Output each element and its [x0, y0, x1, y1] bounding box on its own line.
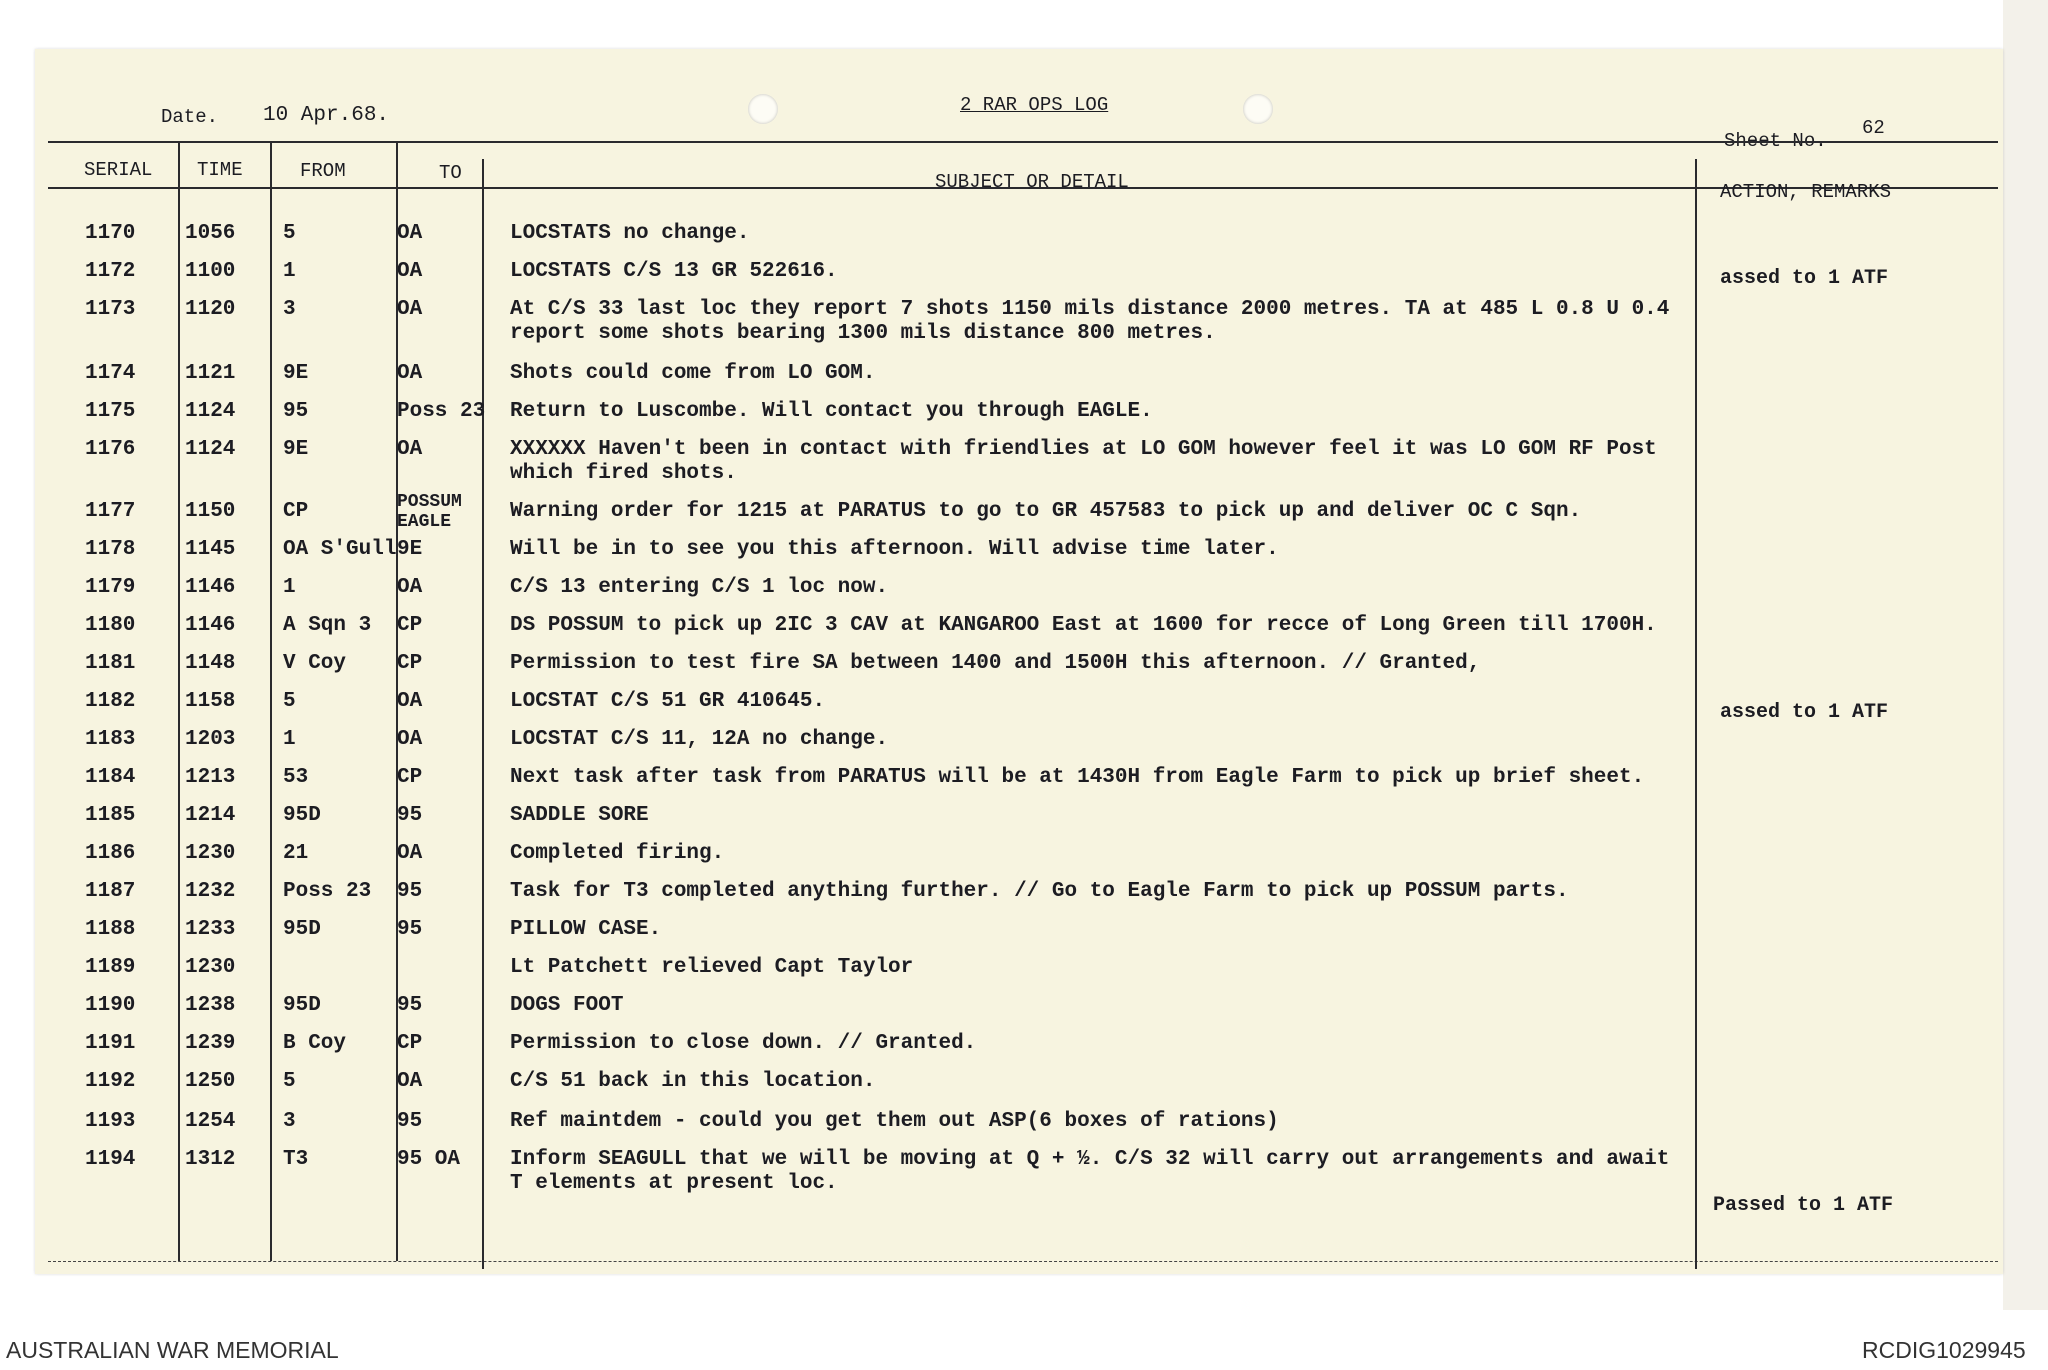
serial-cell: 1193 [85, 1110, 136, 1133]
from-cell: CP [283, 500, 309, 523]
serial-cell: 1185 [85, 804, 136, 827]
remark-passed-3: Passed to 1 ATF [1713, 1194, 1894, 1217]
detail-cell: Next task after task from PARATUS will be at 1430H from Eagle Farm to pick up brief sheet. [510, 766, 1645, 789]
to-cell: OA [397, 1070, 423, 1093]
detail-cell: Inform SEAGULL that we will be moving at Q + ½. C/S 32 will carry out arrangements and await [510, 1148, 1670, 1171]
time-cell: 1146 [185, 614, 236, 637]
serial-cell: 1192 [85, 1070, 136, 1093]
sheet-label: Sheet No. [1724, 130, 1827, 152]
time-cell: 1239 [185, 1032, 236, 1055]
from-cell: 53 [283, 766, 309, 789]
sheet-number: 62 [1862, 117, 1885, 139]
detail-cell: Task for T3 completed anything further. // Go to Eagle Farm to pick up POSSUM parts. [510, 880, 1569, 903]
detail-cell: Permission to test fire SA between 1400 and 1500H this afternoon. // Granted, [510, 652, 1481, 675]
time-cell: 1203 [185, 728, 236, 751]
time-cell: 1230 [185, 842, 236, 865]
detail-cell-line2: report some shots bearing 1300 mils distance 800 metres. [510, 322, 1216, 345]
detail-cell: C/S 51 back in this location. [510, 1070, 876, 1093]
time-cell: 1214 [185, 804, 236, 827]
serial-cell: 1189 [85, 956, 136, 979]
to-cell: CP [397, 652, 423, 675]
serial-cell: 1176 [85, 438, 136, 461]
punch-hole-left [748, 94, 778, 124]
from-cell: 9E [283, 438, 309, 461]
detail-cell: Shots could come from LO GOM. [510, 362, 876, 385]
table-top-rule [48, 141, 1998, 143]
from-cell: 1 [283, 728, 296, 751]
time-cell: 1232 [185, 880, 236, 903]
serial-cell: 1191 [85, 1032, 136, 1055]
detail-cell: LOCSTAT C/S 11, 12A no change. [510, 728, 889, 751]
from-cell: 5 [283, 1070, 296, 1093]
detail-cell: SADDLE SORE [510, 804, 649, 827]
page-title: 2 RAR OPS LOG [960, 94, 1109, 116]
to-cell: OA [397, 222, 423, 245]
col-header-serial: SERIAL [84, 159, 153, 181]
serial-cell: 1177 [85, 500, 136, 523]
table-bottom-rule [48, 1261, 1998, 1262]
to-cell: OA [397, 438, 423, 461]
serial-cell: 1179 [85, 576, 136, 599]
detail-cell: LOCSTATS C/S 13 GR 522616. [510, 260, 838, 283]
time-cell: 1250 [185, 1070, 236, 1093]
from-cell: 5 [283, 222, 296, 245]
col-header-to: TO [439, 162, 462, 184]
detail-cell: Lt Patchett relieved Capt Taylor [510, 956, 914, 979]
detail-cell-line2: which fired shots. [510, 462, 737, 485]
detail-cell: DOGS FOOT [510, 994, 624, 1017]
col-header-time: TIME [197, 159, 243, 181]
from-cell: 21 [283, 842, 309, 865]
time-cell: 1312 [185, 1148, 236, 1171]
serial-cell: 1175 [85, 400, 136, 423]
serial-cell: 1187 [85, 880, 136, 903]
to-cell: OA [397, 690, 423, 713]
serial-cell: 1173 [85, 298, 136, 321]
serial-cell: 1174 [85, 362, 136, 385]
time-cell: 1120 [185, 298, 236, 321]
serial-cell: 1170 [85, 222, 136, 245]
from-cell: 3 [283, 1110, 296, 1133]
from-cell: 95D [283, 918, 321, 941]
detail-cell: C/S 13 entering C/S 1 loc now. [510, 576, 889, 599]
serial-cell: 1172 [85, 260, 136, 283]
from-cell: OA S'Gull [283, 538, 397, 561]
detail-cell: Return to Luscombe. Will contact you through EAGLE. [510, 400, 1153, 423]
from-cell: A Sqn 3 [283, 614, 372, 637]
detail-cell: DS POSSUM to pick up 2IC 3 CAV at KANGAROO East at 1600 for recce of Long Green till 1700H. [510, 614, 1657, 637]
time-cell: 1254 [185, 1110, 236, 1133]
detail-cell: PILLOW CASE. [510, 918, 662, 941]
serial-cell: 1188 [85, 918, 136, 941]
to-cell: Poss 23 [397, 400, 486, 423]
serial-cell: 1181 [85, 652, 136, 675]
col-header-action: ACTION, REMARKS [1720, 181, 1892, 203]
from-cell: 1 [283, 576, 296, 599]
time-cell: 1146 [185, 576, 236, 599]
from-cell: 95D [283, 804, 321, 827]
serial-cell: 1186 [85, 842, 136, 865]
from-cell: V Coy [283, 652, 347, 675]
to-cell: OA [397, 576, 423, 599]
punch-hole-right [1243, 94, 1273, 124]
to-cell: 95 [397, 804, 423, 827]
to-cell: CP [397, 766, 423, 789]
time-cell: 1230 [185, 956, 236, 979]
time-cell: 1121 [185, 362, 236, 385]
to-cell: OA [397, 298, 423, 321]
to-cell: 95 [397, 1110, 423, 1133]
from-cell: B Coy [283, 1032, 347, 1055]
to-cell-line2: EAGLE [397, 512, 452, 532]
detail-cell: Will be in to see you this afternoon. Will advise time later. [510, 538, 1279, 561]
footer-record-id: RCDIG1029945 [1862, 1337, 2026, 1363]
to-cell: 95 [397, 918, 423, 941]
to-cell: 95 OA [397, 1148, 461, 1171]
time-cell: 1124 [185, 438, 236, 461]
to-cell: 95 [397, 880, 423, 903]
date-value: 10 Apr.68. [263, 104, 390, 127]
scan-right-edge [2003, 0, 2048, 1310]
to-cell: CP [397, 1032, 423, 1055]
from-cell: 3 [283, 298, 296, 321]
detail-cell: LOCSTATS no change. [510, 222, 750, 245]
col-divider-to [482, 159, 484, 1269]
time-cell: 1145 [185, 538, 236, 561]
to-cell: CP [397, 614, 423, 637]
time-cell: 1124 [185, 400, 236, 423]
detail-cell: At C/S 33 last loc they report 7 shots 1150 mils distance 2000 metres. TA at 485 L 0.8 U 0.4 [510, 298, 1670, 321]
serial-cell: 1184 [85, 766, 136, 789]
detail-cell: Warning order for 1215 at PARATUS to go to GR 457583 to pick up and deliver OC C Sqn. [510, 500, 1582, 523]
serial-cell: 1194 [85, 1148, 136, 1171]
time-cell: 1158 [185, 690, 236, 713]
remark-passed-2: assed to 1 ATF [1720, 701, 1889, 724]
from-cell: T3 [283, 1148, 309, 1171]
detail-cell: XXXXXX Haven't been in contact with friendlies at LO GOM however feel it was LO GOM RF Post [510, 438, 1657, 461]
col-header-subject: SUBJECT OR DETAIL [935, 171, 1129, 193]
remark-passed-1: assed to 1 ATF [1720, 267, 1889, 290]
time-cell: 1100 [185, 260, 236, 283]
from-cell: 1 [283, 260, 296, 283]
time-cell: 1056 [185, 222, 236, 245]
from-cell: 95D [283, 994, 321, 1017]
serial-cell: 1183 [85, 728, 136, 751]
col-divider-serial [178, 141, 180, 1261]
to-cell: OA [397, 260, 423, 283]
serial-cell: 1178 [85, 538, 136, 561]
date-label: Date. [161, 106, 219, 128]
time-cell: 1150 [185, 500, 236, 523]
detail-cell-line2: T elements at present loc. [510, 1172, 838, 1195]
from-cell: Poss 23 [283, 880, 372, 903]
to-cell: 9E [397, 538, 423, 561]
footer-credit: AUSTRALIAN WAR MEMORIAL [6, 1337, 339, 1363]
time-cell: 1213 [185, 766, 236, 789]
ops-log-sheet [35, 49, 2003, 1274]
time-cell: 1238 [185, 994, 236, 1017]
to-cell: OA [397, 728, 423, 751]
time-cell: 1148 [185, 652, 236, 675]
from-cell: 9E [283, 362, 309, 385]
serial-cell: 1182 [85, 690, 136, 713]
col-divider-subject [1695, 159, 1697, 1269]
detail-cell: Permission to close down. // Granted. [510, 1032, 977, 1055]
serial-cell: 1190 [85, 994, 136, 1017]
to-cell: OA [397, 842, 423, 865]
time-cell: 1233 [185, 918, 236, 941]
col-header-from: FROM [300, 160, 346, 182]
col-divider-time [270, 141, 272, 1261]
detail-cell: Completed firing. [510, 842, 725, 865]
to-cell: POSSUM [397, 492, 462, 512]
to-cell: OA [397, 362, 423, 385]
detail-cell: LOCSTAT C/S 51 GR 410645. [510, 690, 826, 713]
to-cell: 95 [397, 994, 423, 1017]
from-cell: 5 [283, 690, 296, 713]
detail-cell: Ref maintdem - could you get them out ASP(6 boxes of rations) [510, 1110, 1279, 1133]
from-cell: 95 [283, 400, 309, 423]
serial-cell: 1180 [85, 614, 136, 637]
